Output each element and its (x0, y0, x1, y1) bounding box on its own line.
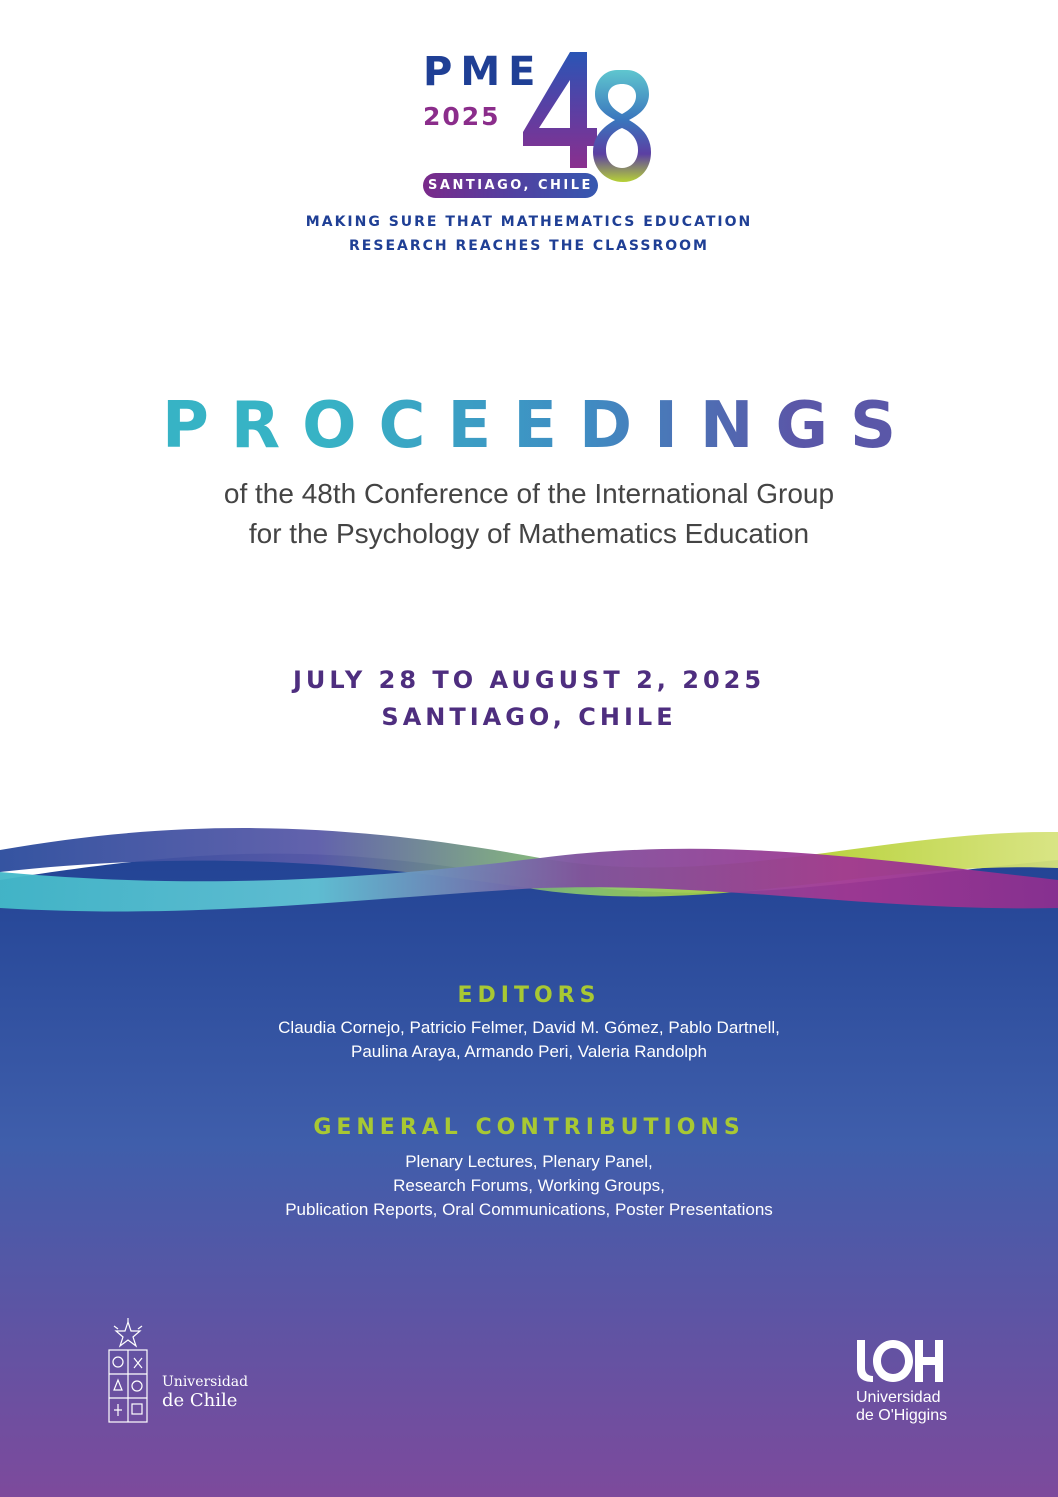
uoh-logo-mark-icon (855, 1338, 945, 1384)
location-pill-text: SANTIAGO, CHILE (428, 178, 593, 193)
editors-line-2: Paulina Araya, Armando Peri, Valeria Randolph (351, 1042, 707, 1061)
event-dates: JULY 28 TO AUGUST 2, 2025 (292, 666, 766, 694)
event-location: SANTIAGO, CHILE (381, 703, 677, 731)
uoh-name-line-1: Universidad (856, 1389, 941, 1406)
main-title: PROCEEDINGS (0, 390, 1058, 462)
contributions-line-3: Publication Reports, Oral Communications, Poster Presentations (285, 1200, 773, 1219)
uoh-name-line-2: de O'Higgins (856, 1407, 948, 1424)
contributions-line-1: Plenary Lectures, Plenary Panel, (405, 1152, 653, 1171)
motto-line-1: MAKING SURE THAT MATHEMATICS EDUCATION (305, 214, 753, 230)
uchile-name-line-2: de Chile (162, 1390, 238, 1411)
contributions-heading: GENERAL CONTRIBUTIONS (313, 1115, 745, 1140)
editors-line-1: Claudia Cornejo, Patricio Felmer, David M. Gómez, Pablo Dartnell, (278, 1018, 780, 1037)
universidad-de-chile-crest-icon (106, 1318, 266, 1428)
uchile-name-line-1: Universidad (162, 1374, 249, 1390)
conference-year: 2025 (423, 102, 501, 131)
subtitle-line-2: for the Psychology of Mathematics Education (248, 518, 810, 549)
subtitle-line-1: of the 48th Conference of the International Group (223, 478, 835, 509)
pme-acronym: PME (423, 49, 544, 95)
editors-heading: EDITORS (457, 983, 601, 1008)
motto-line-2: RESEARCH REACHES THE CLASSROOM (349, 238, 709, 254)
contributions-line-2: Research Forums, Working Groups, (393, 1176, 665, 1195)
location-pill (423, 173, 598, 198)
